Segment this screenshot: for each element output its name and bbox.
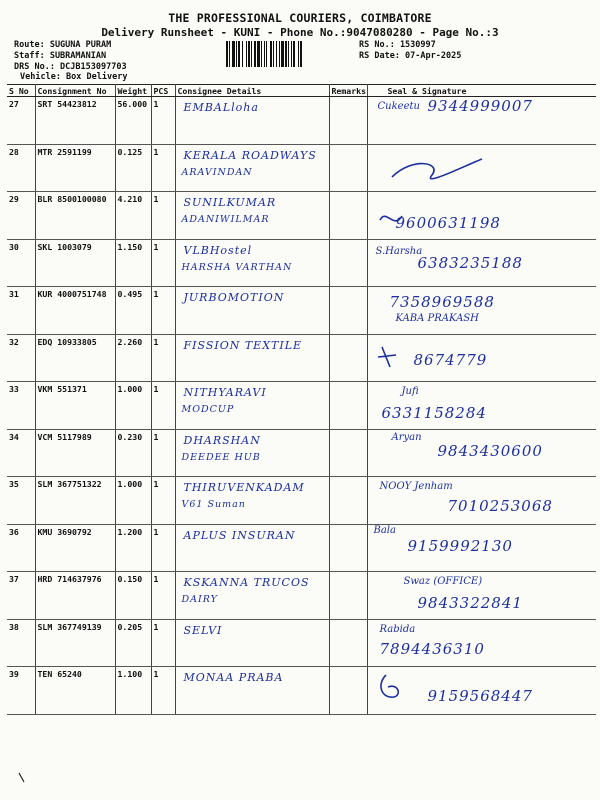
col-header-weight: Weight — [115, 85, 151, 97]
row-consignee-details — [175, 429, 329, 477]
consignee-name: SELVI — [183, 623, 223, 637]
row-consignment-no: SRT 54423812 — [35, 97, 115, 145]
table-row — [7, 192, 596, 240]
row-seal-signature — [367, 619, 596, 667]
table-header-row — [7, 85, 596, 97]
row-remarks — [329, 334, 367, 382]
signature-phone: 9843322841 — [417, 594, 523, 612]
row-pcs: 1 — [151, 382, 175, 430]
row-consignment-no: EDQ 10933805 — [35, 334, 115, 382]
row-seal-signature — [367, 477, 596, 525]
row-remarks — [329, 287, 367, 335]
signature-name: NOOY Jenham — [379, 481, 453, 492]
row-sno: 33 — [7, 382, 35, 430]
table-row — [7, 144, 596, 192]
col-header-consignment: Consignment No — [35, 85, 115, 97]
row-consignee-details — [175, 524, 329, 572]
row-pcs: 1 — [151, 667, 175, 715]
table-row — [7, 429, 596, 477]
table-row — [7, 619, 596, 667]
row-sno: 39 — [7, 667, 35, 715]
row-weight: 1.000 — [115, 477, 151, 525]
row-weight: 0.230 — [115, 429, 151, 477]
row-pcs: 1 — [151, 287, 175, 335]
row-sno: 35 — [7, 477, 35, 525]
signature-phone: 7010253068 — [447, 497, 553, 515]
row-consignment-no: SLM 367749139 — [35, 619, 115, 667]
rs-number: RS No.: 1530997 — [359, 40, 436, 50]
row-pcs: 1 — [151, 429, 175, 477]
consignee-name: APLUS INSURAN — [183, 528, 296, 542]
row-consignee-details — [175, 287, 329, 335]
table-row — [7, 287, 596, 335]
col-header-signature: Seal & Signature — [367, 85, 596, 97]
row-weight: 0.150 — [115, 572, 151, 620]
row-seal-signature — [367, 667, 596, 715]
row-remarks — [329, 144, 367, 192]
route-label: Route: SUGUNA PURAM — [14, 40, 112, 50]
signature-phone: 6331158284 — [381, 404, 487, 422]
table-row — [7, 239, 596, 287]
consignee-name: SUNILKUMAR — [183, 196, 277, 209]
consignee-detail: DAIRY — [181, 594, 218, 605]
row-pcs: 1 — [151, 97, 175, 145]
consignee-detail: DEEDEE HUB — [181, 451, 261, 463]
row-consignment-no: KMU 3690792 — [35, 524, 115, 572]
table-row — [7, 524, 596, 572]
consignee-name: KERALA ROADWAYS — [183, 148, 317, 162]
row-weight: 0.205 — [115, 619, 151, 667]
signature-phone: 8674779 — [413, 350, 488, 369]
row-seal-signature — [367, 97, 596, 145]
row-sno: 32 — [7, 334, 35, 382]
row-remarks — [329, 572, 367, 620]
signature-phone: 9600631198 — [395, 214, 501, 232]
table-row — [7, 572, 596, 620]
row-consignment-no: SKL 1003079 — [35, 239, 115, 287]
row-consignee-details — [175, 144, 329, 192]
row-weight: 1.000 — [115, 382, 151, 430]
rs-date: RS Date: 07-Apr-2025 — [359, 51, 462, 61]
signature-phone: 9159568447 — [427, 687, 533, 705]
table-row — [7, 382, 596, 430]
row-seal-signature — [367, 239, 596, 287]
row-weight: 4.210 — [115, 192, 151, 240]
col-header-remarks: Remarks — [329, 85, 367, 97]
row-pcs: 1 — [151, 192, 175, 240]
signature-phone: 9344999007 — [427, 97, 533, 115]
consignee-detail: ADANIWILMAR — [181, 214, 270, 225]
signature-phone: 9159992130 — [407, 536, 513, 555]
row-pcs: 1 — [151, 239, 175, 287]
row-seal-signature — [367, 192, 596, 240]
row-sno: 27 — [7, 97, 35, 145]
row-consignee-details — [175, 239, 329, 287]
drs-number: DRS No.: DCJB153097703 — [14, 62, 127, 72]
row-pcs: 1 — [151, 334, 175, 382]
row-consignment-no: TEN 65240 — [35, 667, 115, 715]
row-consignment-no: VCM 5117989 — [35, 429, 115, 477]
row-remarks — [329, 239, 367, 287]
row-consignment-no: SLM 367751322 — [35, 477, 115, 525]
signature-phone: 9843430600 — [437, 441, 543, 460]
row-remarks — [329, 192, 367, 240]
row-sno: 38 — [7, 619, 35, 667]
signature-name: Bala — [373, 524, 396, 536]
row-consignee-details — [175, 382, 329, 430]
row-pcs: 1 — [151, 144, 175, 192]
barcode-icon — [226, 41, 336, 67]
row-weight: 1.100 — [115, 667, 151, 715]
consignee-name: MONAA PRABA — [183, 671, 284, 684]
row-pcs: 1 — [151, 572, 175, 620]
row-weight: 56.000 — [115, 97, 151, 145]
row-consignment-no: MTR 2591199 — [35, 144, 115, 192]
row-consignment-no: HRD 714637976 — [35, 572, 115, 620]
consignee-name: THIRUVENKADAM — [183, 481, 305, 494]
company-title: THE PROFESSIONAL COURIERS, COIMBATORE — [168, 11, 432, 25]
row-consignee-details — [175, 192, 329, 240]
signature-name: Swaz (OFFICE) — [403, 576, 483, 587]
signature-name: Aryan — [391, 431, 422, 443]
row-consignee-details — [175, 619, 329, 667]
row-consignee-details — [175, 572, 329, 620]
consignee-name: VLBHostel — [183, 243, 253, 257]
row-consignment-no: KUR 4000751748 — [35, 287, 115, 335]
row-seal-signature — [367, 382, 596, 430]
row-weight: 1.200 — [115, 524, 151, 572]
row-consignment-no: VKM 551371 — [35, 382, 115, 430]
row-sno: 30 — [7, 239, 35, 287]
row-remarks — [329, 477, 367, 525]
row-remarks — [329, 97, 367, 145]
row-weight: 0.495 — [115, 287, 151, 335]
signature-name: Jufi — [401, 386, 419, 397]
row-consignee-details — [175, 97, 329, 145]
pen-mark-icon — [18, 772, 26, 784]
row-seal-signature — [367, 429, 596, 477]
consignee-detail: V61 Suman — [181, 499, 246, 510]
row-remarks — [329, 667, 367, 715]
consignee-detail: HARSHA VARTHAN — [181, 261, 293, 273]
signature-name: Rabida — [379, 623, 416, 635]
consignee-name: FISSION TEXTILE — [183, 338, 303, 352]
row-consignee-details — [175, 334, 329, 382]
row-pcs: 1 — [151, 524, 175, 572]
vehicle-label: Vehicle: Box Delivery — [20, 72, 128, 82]
row-weight: 2.260 — [115, 334, 151, 382]
table-row — [7, 97, 596, 145]
signature-phone: 7358969588 — [389, 293, 495, 311]
row-consignee-details — [175, 667, 329, 715]
row-seal-signature — [367, 524, 596, 572]
consignee-detail: ARAVINDAN — [181, 166, 253, 178]
signature-phone: 6383235188 — [417, 253, 523, 272]
consignee-name: JURBOMOTION — [183, 291, 285, 304]
col-header-sno: S No — [7, 85, 35, 97]
row-sno: 36 — [7, 524, 35, 572]
row-consignee-details — [175, 477, 329, 525]
consignee-name: DHARSHAN — [183, 433, 261, 447]
consignee-name: NITHYARAVI — [183, 386, 267, 399]
row-remarks — [329, 429, 367, 477]
row-pcs: 1 — [151, 619, 175, 667]
signature-name: Cukeetu — [377, 101, 420, 112]
row-sno: 34 — [7, 429, 35, 477]
table-row — [7, 334, 596, 382]
row-weight: 0.125 — [115, 144, 151, 192]
row-weight: 1.150 — [115, 239, 151, 287]
row-seal-signature — [367, 287, 596, 335]
staff-label: Staff: SUBRAMANIAN — [14, 51, 107, 61]
signature-scribble-icon — [372, 147, 492, 187]
row-pcs: 1 — [151, 477, 175, 525]
runsheet-subtitle: Delivery Runsheet - KUNI - Phone No.:9047080280 - Page No.:3 — [101, 26, 499, 39]
row-sno: 31 — [7, 287, 35, 335]
row-seal-signature — [367, 144, 596, 192]
row-remarks — [329, 524, 367, 572]
runsheet-table — [7, 84, 596, 715]
row-sno: 29 — [7, 192, 35, 240]
row-sno: 28 — [7, 144, 35, 192]
consignee-name: KSKANNA TRUCOS — [183, 576, 310, 589]
signature-name: S.Harsha — [375, 245, 423, 257]
row-remarks — [329, 382, 367, 430]
signature-phone: 7894436310 — [379, 639, 485, 658]
consignee-detail: MODCUP — [181, 404, 235, 415]
col-header-pcs: PCS — [151, 85, 175, 97]
row-seal-signature — [367, 572, 596, 620]
row-sno: 37 — [7, 572, 35, 620]
table-row — [7, 477, 596, 525]
table-row — [7, 667, 596, 715]
row-consignment-no: BLR 8500100080 — [35, 192, 115, 240]
col-header-consignee: Consignee Details — [175, 85, 329, 97]
consignee-name: EMBALloha — [183, 101, 259, 114]
row-remarks — [329, 619, 367, 667]
signature-name: KABA PRAKASH — [395, 313, 479, 324]
row-seal-signature — [367, 334, 596, 382]
